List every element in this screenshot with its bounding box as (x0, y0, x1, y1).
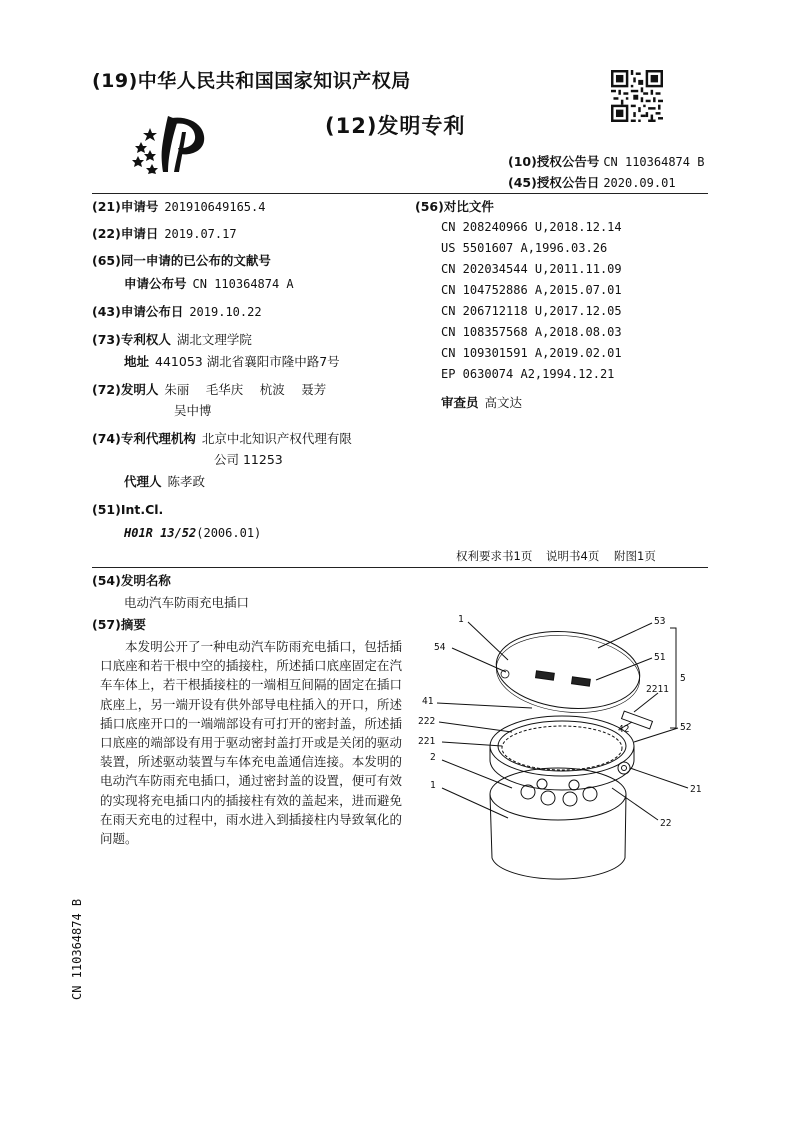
reference-item: CN 109301591 A,2019.02.01 (441, 346, 622, 360)
patentee-label: (73)专利权人 (92, 332, 171, 347)
title-heading (92, 573, 171, 589)
abstract-drawing (412, 608, 712, 898)
publication-number (124, 276, 294, 292)
abstract-text (100, 637, 402, 848)
seal-ring-shape (490, 716, 634, 776)
biblio-divider (92, 567, 708, 568)
patentee-value: 湖北文理学院 (176, 332, 252, 347)
examiner-value: 高文达 (484, 395, 523, 410)
agency-line1: 北京中北知识产权代理有限 (201, 431, 352, 446)
pub-no-label: 申请公布号 (124, 276, 187, 291)
inventors (92, 382, 326, 398)
intcl-heading (92, 502, 163, 518)
drawings-pages: 附图1页 (614, 549, 656, 563)
agent-label: 代理人 (124, 474, 162, 489)
agency-line2: 公司 11253 (214, 452, 283, 467)
ref-label: 52 (680, 722, 692, 733)
reference-item: EP 0630074 A2,1994.12.21 (441, 367, 615, 381)
ref-label: 2211 (646, 684, 669, 695)
reference-item: US 5501607 A,1996.03.26 (441, 241, 608, 255)
app-date-label: (22)申请日 (92, 226, 159, 241)
title-label: (54)发明名称 (92, 573, 171, 588)
invention-title: 电动汽车防雨充电插口 (124, 595, 250, 610)
prior-pub-label: (65)同一申请的已公布的文献号 (92, 253, 271, 268)
agent (124, 474, 205, 490)
grant-date-value: 2020.09.01 (603, 176, 676, 190)
cnipa-logo-icon (128, 112, 218, 174)
app-no-label: (21)申请号 (92, 199, 159, 214)
ref-label: 53 (654, 616, 666, 627)
abstract-heading (92, 617, 146, 633)
claims-pages: 权利要求书1页 (456, 549, 533, 563)
abstract-label: (57)摘要 (92, 617, 146, 632)
ref-label: 41 (422, 696, 434, 707)
grant-date (508, 173, 676, 191)
grant-pub-no-label: (10)授权公告号 (508, 154, 600, 169)
reference-item: CN 208240966 U,2018.12.14 (441, 220, 622, 234)
ref-label: 2 (430, 752, 436, 763)
pub-date-label: (43)申请公布日 (92, 304, 184, 319)
examiner-label: 审查员 (441, 395, 479, 410)
intcl-label: (51)Int.Cl. (92, 502, 164, 517)
address-value: 441053 湖北省襄阳市隆中路7号 (155, 354, 340, 369)
qr-code-icon (611, 70, 663, 122)
app-no-value: 201910649165.4 (164, 200, 266, 214)
ref-label: 54 (434, 642, 446, 653)
agency-label: (74)专利代理机构 (92, 431, 196, 446)
ref-label: 51 (654, 652, 666, 663)
address (124, 354, 340, 370)
pub-date-value: 2019.10.22 (189, 305, 262, 319)
reference-item: CN 104752886 A,2015.07.01 (441, 283, 622, 297)
inventors-line1: 朱丽 毛华庆 杭波 聂芳 (164, 382, 327, 397)
issuing-office: (19)中华人民共和国国家知识产权局 (92, 70, 411, 92)
intcl-code: H01R 13/52 (124, 526, 197, 540)
examiner (441, 395, 522, 411)
pub-no-value: CN 110364874 A (192, 277, 294, 291)
ref-label: 21 (690, 784, 702, 795)
patentee (92, 332, 252, 348)
inventors-line2: 吴中博 (174, 403, 212, 418)
header-divider (92, 193, 708, 194)
refs-label: (56)对比文件 (415, 199, 494, 214)
ref-label: 221 (418, 736, 436, 747)
references-heading (415, 199, 494, 215)
app-date-value: 2019.07.17 (164, 227, 237, 241)
application-date (92, 226, 237, 242)
reference-item: CN 202034544 U,2011.11.09 (441, 262, 622, 276)
patent-type: (12)发明专利 (325, 114, 466, 138)
abstract-paragraph: 本发明公开了一种电动汽车防雨充电插口，包括插口底座和若干根中空的插接柱，所述插口底座固定在汽车车体上，若干根插接柱的一端相互间隔的固定在插口底座上，另一端开设有供外部导电柱插入的开口，所述插口底座开口的一端端部设有可打开的密封盖，所述插口底座的端部设有用于驱动密封盖打开或是关闭的驱动装置，所述驱动装置与车体充电盖通信连接。本发明的电动汽车防雨充电插口，通过密封盖的设置，便可有效的实现将充电插口内的插接柱有效的盖起来，进而避免在雨天充电的过程中，雨水进入到插接柱内导致氧化的问题。 (100, 639, 402, 847)
application-number (92, 199, 265, 215)
prior-publication-heading (92, 253, 271, 269)
reference-item: CN 206712118 U,2017.12.05 (441, 304, 622, 318)
ref-label: 222 (418, 716, 436, 727)
grant-date-label: (45)授权公告日 (508, 175, 600, 190)
grant-publication-number (508, 152, 704, 170)
description-pages: 说明书4页 (546, 549, 600, 563)
ref-label: 1 (430, 780, 436, 791)
reference-item: CN 108357568 A,2018.08.03 (441, 325, 622, 339)
inventors-label: (72)发明人 (92, 382, 159, 397)
address-label: 地址 (124, 354, 150, 369)
intcl-classification (124, 525, 261, 541)
ref-label: 42 (618, 724, 630, 735)
side-patent-number: CN 110364874 B (70, 898, 84, 1000)
ref-label: 22 (660, 818, 672, 829)
ref-label: 1 (458, 614, 464, 625)
publication-date (92, 304, 262, 320)
ref-label: 5 (680, 673, 686, 684)
intcl-year: (2006.01) (196, 526, 262, 540)
patent-agency (92, 431, 352, 447)
agent-value: 陈孝政 (167, 474, 206, 489)
grant-pub-no-value: CN 110364874 B (603, 155, 705, 169)
